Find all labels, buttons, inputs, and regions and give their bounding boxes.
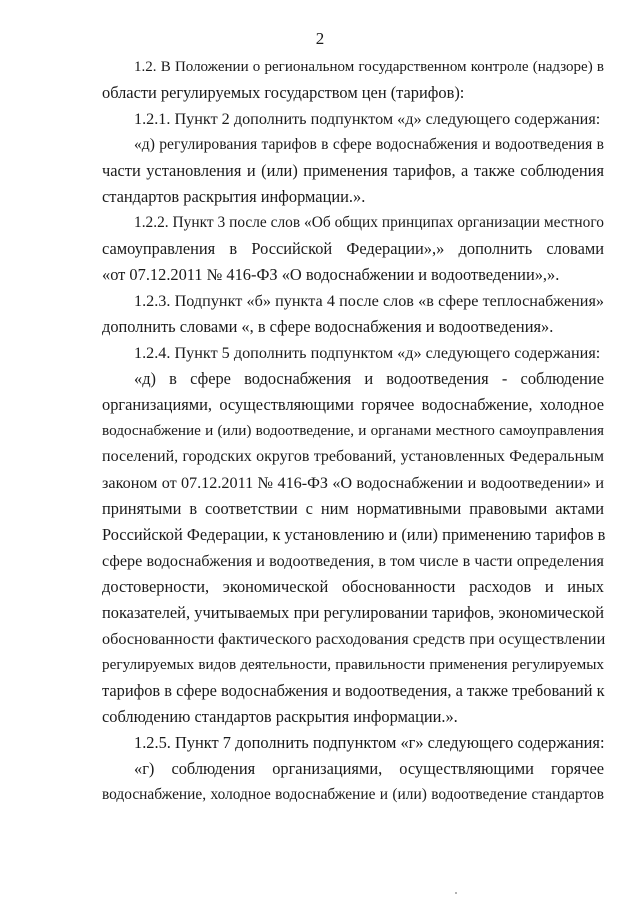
text-line: показателей, учитываемых при регулировании тарифов, экономической: [102, 603, 604, 622]
text-line: сфере водоснабжения и водоотведения, в том числе в части определения: [102, 552, 604, 570]
text-line: 1.2.4. Пункт 5 дополнить подпунктом «д» следующего содержания:: [134, 344, 601, 362]
text-line: части установления и (или) применения тарифов, а также соблюдения: [102, 161, 604, 180]
text-line: обоснованности фактического расходования средств при осуществлении: [102, 630, 606, 648]
page-number: 2: [315, 29, 325, 48]
text-line: 1.2. В Положении о региональном государственном контроле (надзоре) в: [134, 59, 604, 75]
text-line: Российской Федерации, к установлению и (или) применению тарифов в: [102, 525, 606, 544]
text-line: поселений, городских округов требований, установленных Федеральным: [102, 448, 604, 465]
text-line: законом от 07.12.2011 № 416-ФЗ «О водоснабжении и водоотведении» и: [102, 474, 604, 492]
text-line: соблюдению стандартов раскрытия информации.».: [102, 707, 458, 726]
text-line: 1.2.1. Пункт 2 дополнить подпунктом «д» следующего содержания:: [134, 110, 601, 128]
text-line: регулируемых видов деятельности, правильности применения регулируемых: [102, 656, 604, 673]
text-line: 1.2.5. Пункт 7 дополнить подпунктом «г» следующего содержания:: [134, 733, 605, 752]
text-line: организациями, осуществляющими горячее водоснабжение, холодное: [102, 395, 604, 414]
text-line: области регулируемых государством цен (тарифов):: [102, 83, 465, 102]
text-line: дополнить словами «, в сфере водоснабжения и водоотведения».: [102, 317, 554, 336]
text-line: «от 07.12.2011 № 416-ФЗ «О водоснабжении и водоотведении»,».: [102, 265, 560, 284]
text-line: достоверности, экономической обоснованности расходов и иных: [102, 577, 604, 596]
text-line: «д) регулирования тарифов в сфере водоснабжения и водоотведения в: [134, 136, 604, 153]
text-line: 1.2.2. Пункт 3 после слов «Об общих принципах организации местного: [134, 214, 604, 231]
text-line: принятыми в соответствии с ним нормативными правовыми актами: [102, 499, 604, 518]
text-line: самоуправления в Российской Федерации»,» дополнить словами: [102, 239, 604, 258]
text-line: водоснабжение и (или) водоотведение, и органами местного самоуправления: [102, 422, 604, 439]
text-line: стандартов раскрытия информации.».: [102, 187, 366, 206]
text-line: «д) в сфере водоснабжения и водоотведения - соблюдение: [134, 369, 604, 388]
text-line: «г) соблюдения организациями, осуществляющими горячее: [134, 759, 604, 778]
text-line: тарифов в сфере водоснабжения и водоотведения, а также требований к: [102, 681, 605, 700]
text-line: водоснабжение, холодное водоснабжение и (или) водоотведение стандартов: [102, 786, 604, 803]
scan-speck: [455, 892, 457, 894]
text-line: 1.2.3. Подпункт «б» пункта 4 после слов «в сфере теплоснабжения»: [134, 292, 604, 310]
